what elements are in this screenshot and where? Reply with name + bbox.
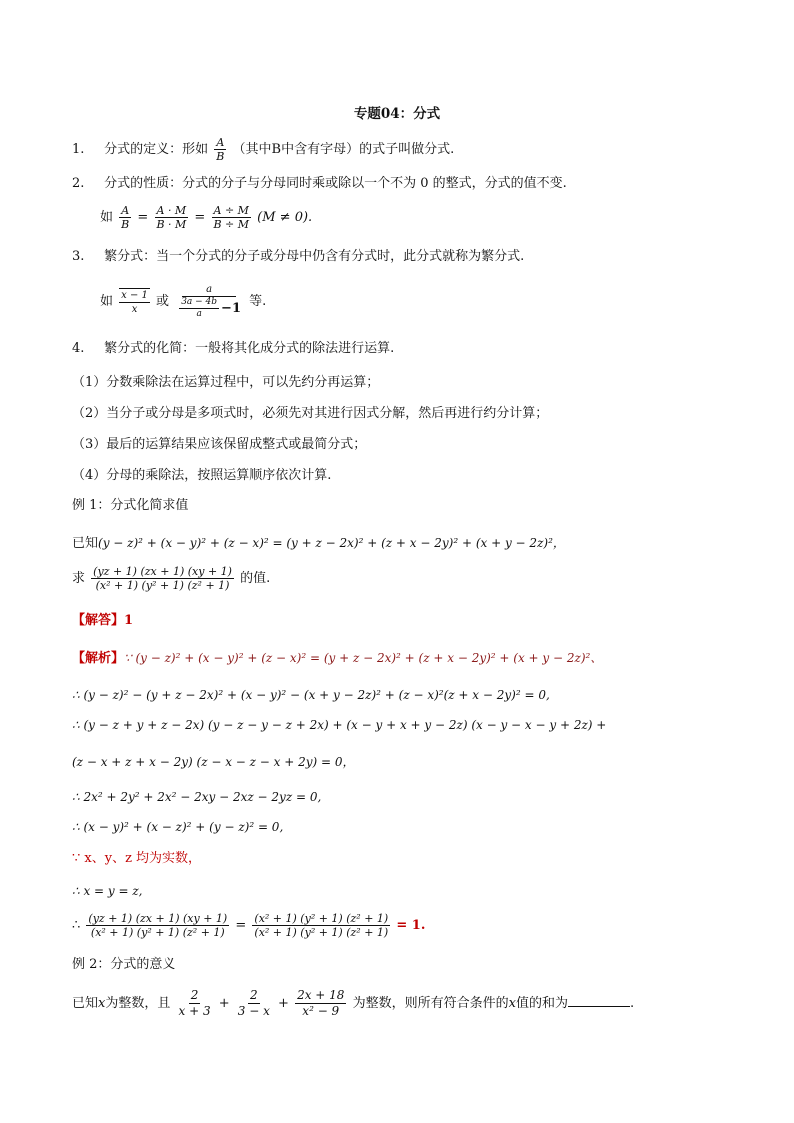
analysis-step-equal: ∴ x = y = z, [72, 884, 143, 898]
analysis-step-3: ∴ (y − z + y + z − 2x) (y − z − y − z + 2x) + (x − y + x + y − 2z) (x − y − x − y + 2z) + [72, 718, 607, 732]
example1-given: 已知(y − z)² + (x − y)² + (z − x)² = (y + z − 2x)² + (z + x − 2y)² + (x + y − 2z)²， [72, 536, 565, 551]
example1-answer: 【解答】1 [72, 613, 134, 628]
analysis-final: ∴ $\frac{(yz + 1) (zx + 1) (xy + 1)}{\text{(x² + 1) (y² + 1) (z² + 1)}}$ = $\frac{\text{(x² + 1) (y² + 1) (z² + 1)}}{\text{(x² + 1) (y² + 1) (z² + 1)}}$ = 1. [72, 912, 426, 939]
analysis-step-2: ∴ (y − z)² − (y + z − 2x)² + (x − y)² − (x + y − 2z)² + (z − x)²(z + x − 2y)² = 0, [72, 688, 550, 702]
fraction-a-over-b: $\frac{A}{B}$ [216, 136, 225, 163]
page-title: 专题04：分式 [353, 106, 441, 122]
example2-heading: 例 2：分式的意义 [72, 957, 176, 972]
property-example: 如 $\frac{A}{B}$ = $\frac{A \cdot M}{B \cdot M}$ = $\frac{A \div M}{B \div M}$ (M ≠ 0). [100, 204, 313, 231]
analysis-step-5: ∴ 2x² + 2y² + 2x² − 2xy − 2xz − 2yz = 0, [72, 790, 322, 804]
answer-blank[interactable] [568, 994, 630, 1007]
example1-heading: 例 1：分式化简求值 [72, 498, 189, 513]
analysis-step-4: (z − x + z + x − 2y) (z − x − z − x + 2y) = 0， [72, 755, 355, 769]
property-line: 2. 分式的性质：分式的分子与分母同时乘或除以一个不为 0 的整式，分式的值不变. [72, 176, 567, 191]
rule-2: （2）当分子或分母是多项式时，必须先对其进行因式分解，然后再进行约分计算； [72, 406, 549, 421]
complex-fraction-line: 3. 繁分式：当一个分式的分子或分母中仍含有分式时，此分式就称为繁分式. [72, 249, 525, 264]
complex-fraction-example: 如 $\frac{x - 1}{x}$ 或 a $\frac{3a - 4b}{a}$ −1 等. [100, 284, 267, 319]
analysis-step-real: ∵ x、y、z 均为实数， [72, 851, 202, 866]
analysis-step-6: ∴ (x − y)² + (x − z)² + (y − z)² = 0, [72, 820, 284, 834]
example1-question: 求 $\frac{(yz + 1) (zx + 1) (xy + 1)}{\text{(x² + 1) (y² + 1) (z² + 1)}}$ 的值. [72, 565, 271, 592]
rule-4: （4）分母的乘除法，按照运算顺序依次计算. [72, 468, 332, 483]
example2-question: 已知x为整数，且 $\frac{2}{x + 3}$ + $\frac{2}{3 - x}$ + $\frac{2x + 18}{\text{x² − 9}}$ 为整数，则所有符合条件的x值的和为 . [72, 988, 635, 1018]
definition-line: 1. 分式的定义：形如 $\frac{A}{B}$ （其中B中含有字母）的式子叫做分式. [72, 136, 455, 163]
analysis-step-1: 【解析】∵ (y − z)² + (x − y)² + (z − x)² = (y + z − 2x)² + (z + x − 2y)² + (x + y − 2z)²、 [72, 651, 603, 666]
rule-3: （3）最后的运算结果应该保留成整式或最简分式； [72, 437, 367, 452]
simplify-line: 4. 繁分式的化简：一般将其化成分式的除法进行运算. [72, 341, 395, 356]
rule-1: （1）分数乘除法在运算过程中，可以先约分再运算； [72, 375, 380, 390]
item-number: 1. [72, 142, 85, 157]
